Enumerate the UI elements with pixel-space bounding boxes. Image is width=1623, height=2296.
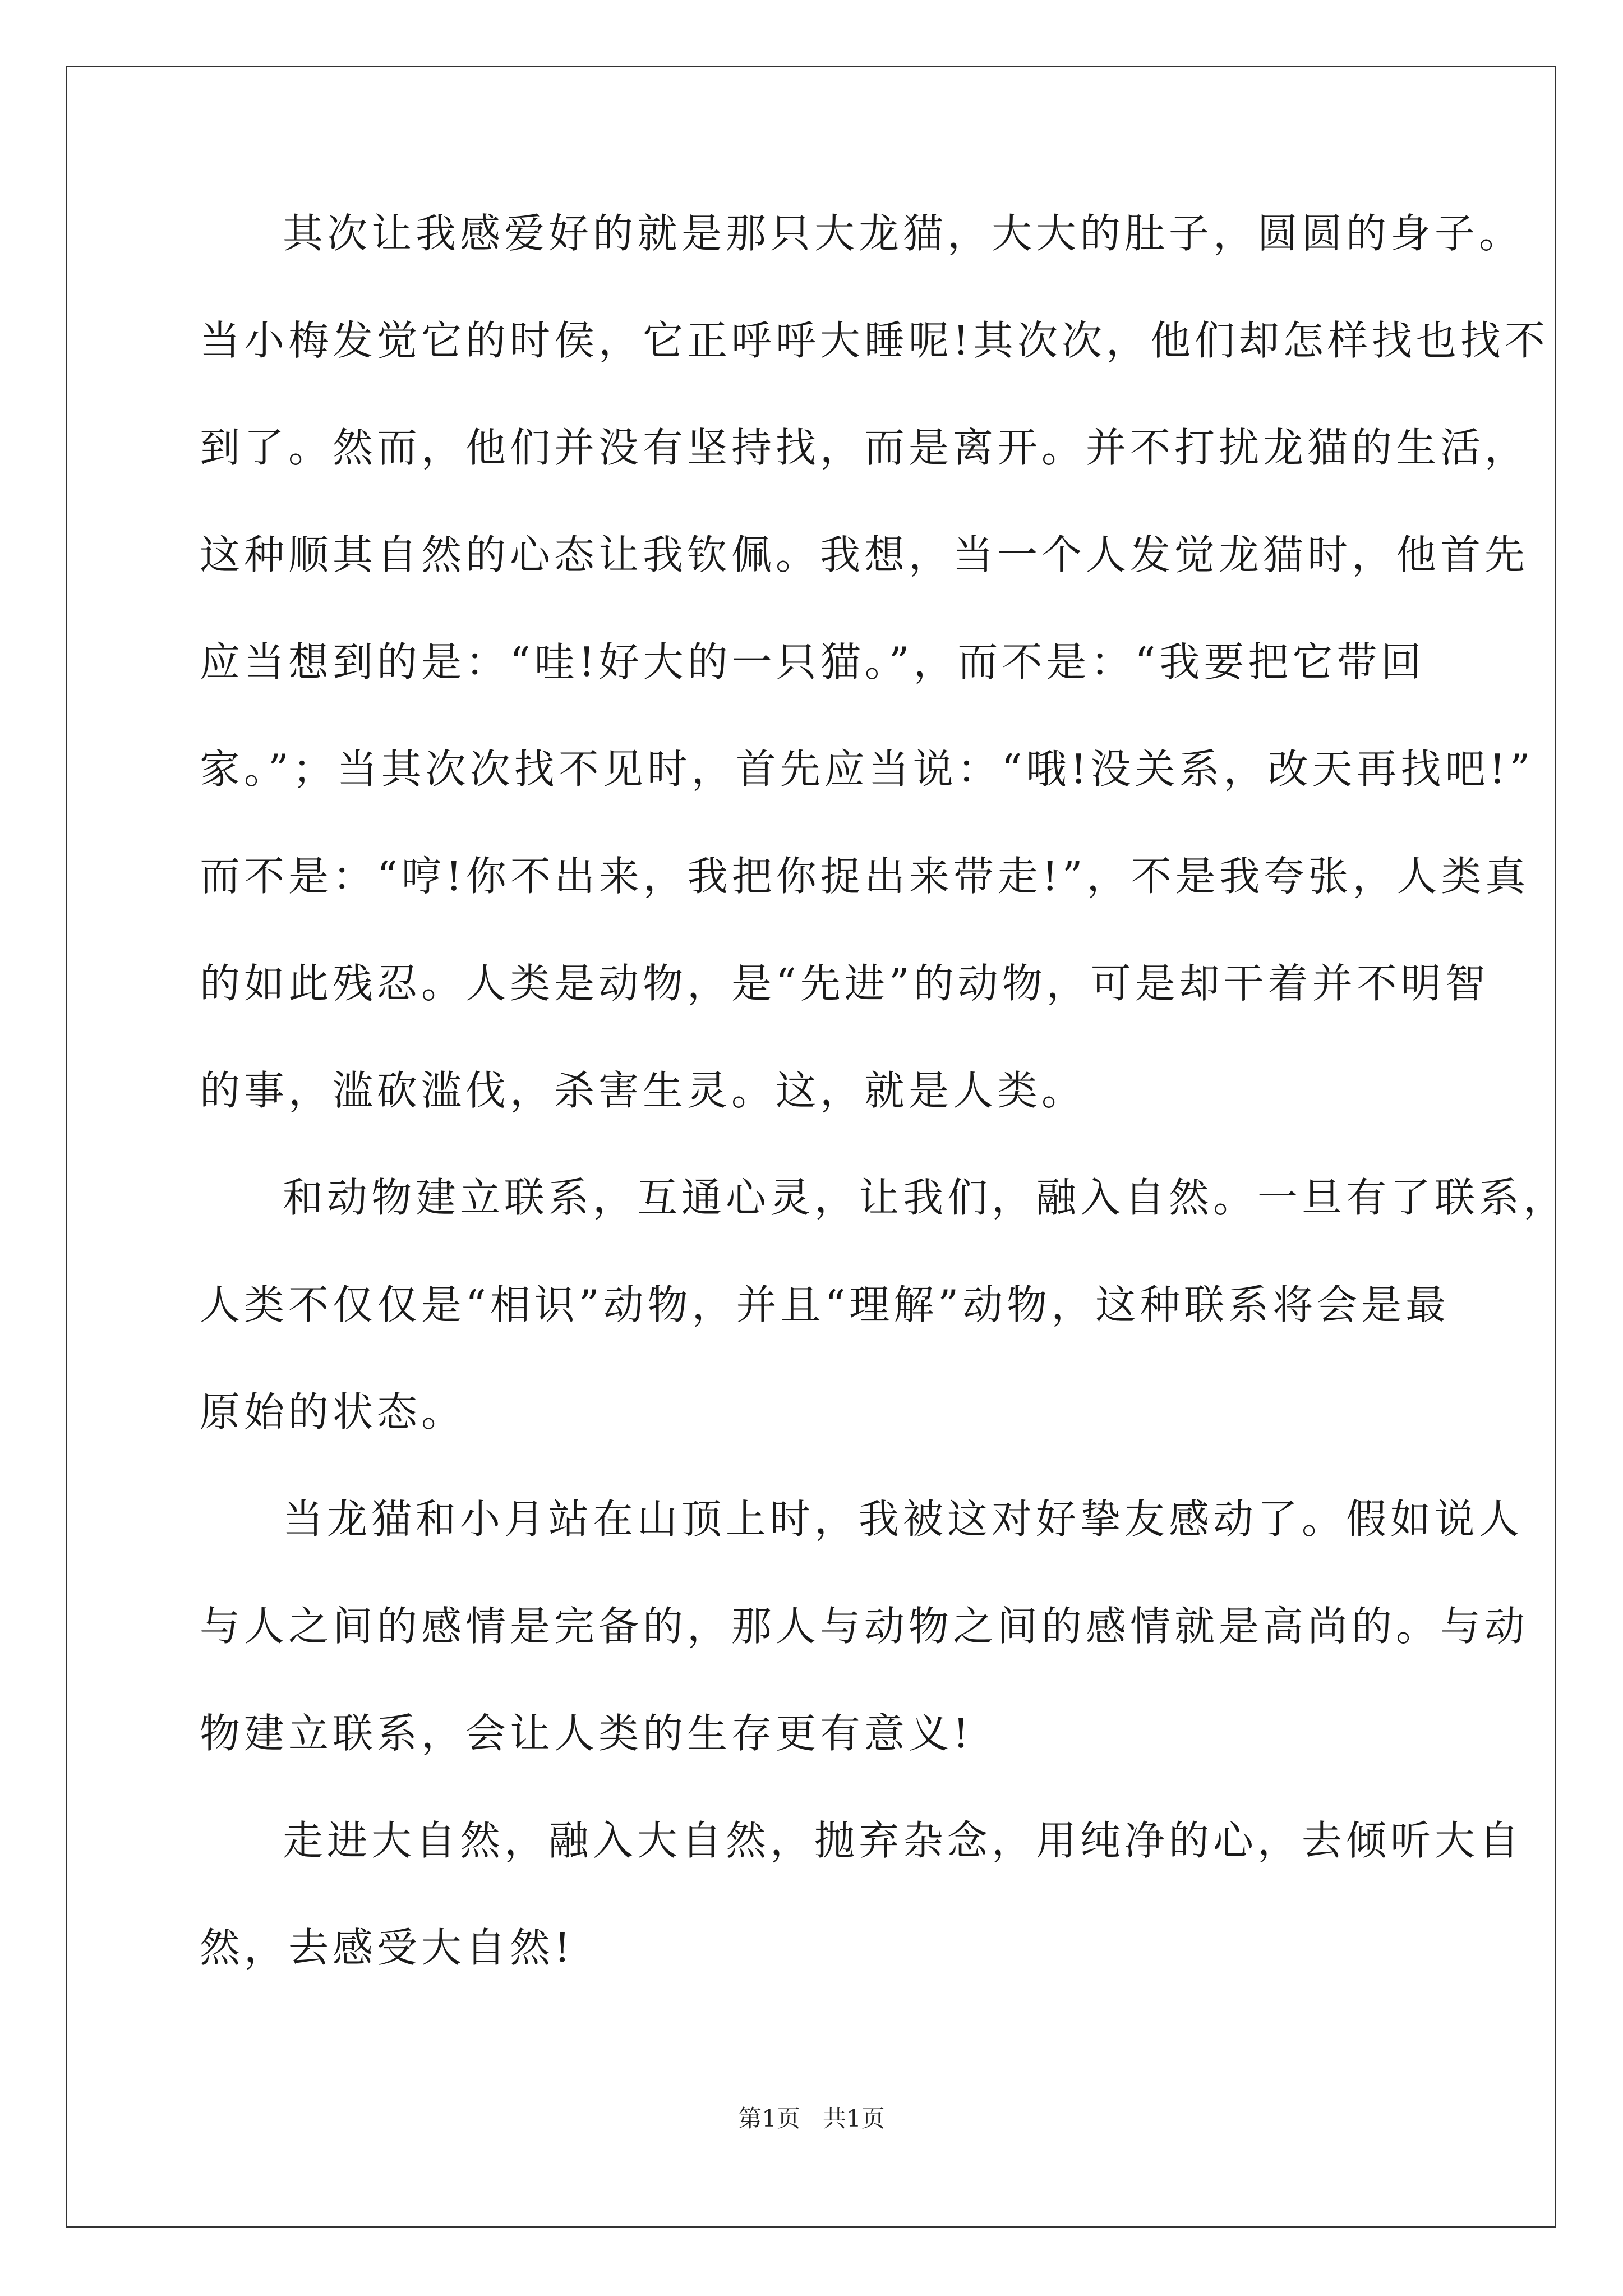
text-line: 其次让我感爱好的就是那只大龙猫，大大的肚子，圆圆的身子。 — [283, 210, 1524, 257]
text-line: 物建立联系，会让人类的生存更有意义! — [200, 1710, 973, 1757]
text-line: 然，去感受大自然! — [200, 1924, 574, 1971]
text-line: 的事，滥砍滥伐，杀害生灵。这，就是人类。 — [200, 1067, 1086, 1114]
text-line: 当小梅发觉它的时侯，它正呼呼大睡呢!其次次，他们却怎样找也找不 — [200, 317, 1549, 364]
text-line: 应当想到的是：“哇!好大的一只猫。”，而不是：“我要把它带回 — [200, 638, 1426, 685]
text-line: 人类不仅仅是“相识”动物，并且“理解”动物，这种联系将会是最 — [200, 1281, 1450, 1328]
text-line: 原始的状态。 — [200, 1388, 466, 1435]
text-line: 和动物建立联系，互通心灵，让我们，融入自然。一旦有了联系， — [283, 1174, 1568, 1221]
text-line: 家。”；当其次次找不见时，首先应当说：“哦!没关系，改天再找吧!” — [200, 746, 1534, 793]
text-line: 到了。然而，他们并没有坚持找，而是离开。并不打扰龙猫的生活， — [200, 424, 1529, 471]
page-footer: 第1页 共1页 — [738, 2105, 885, 2132]
text-line: 而不是：“哼!你不出来，我把你捉出来带走!”，不是我夸张，人类真 — [200, 853, 1530, 900]
text-line: 的如此残忍。人类是动物，是“先进”的动物，可是却干着并不明智 — [200, 960, 1490, 1007]
text-line: 当龙猫和小月站在山顶上时，我被这对好挚友感动了。假如说人 — [283, 1496, 1524, 1543]
text-line: 与人之间的感情是完备的，那人与动物之间的感情就是高尚的。与动 — [200, 1603, 1529, 1650]
text-line: 这种顺其自然的心态让我钦佩。我想，当一个人发觉龙猫时，他首先 — [200, 531, 1529, 578]
text-line: 走进大自然，融入大自然，抛弃杂念，用纯净的心，去倾听大自 — [283, 1817, 1524, 1864]
document-body — [200, 210, 1568, 2035]
